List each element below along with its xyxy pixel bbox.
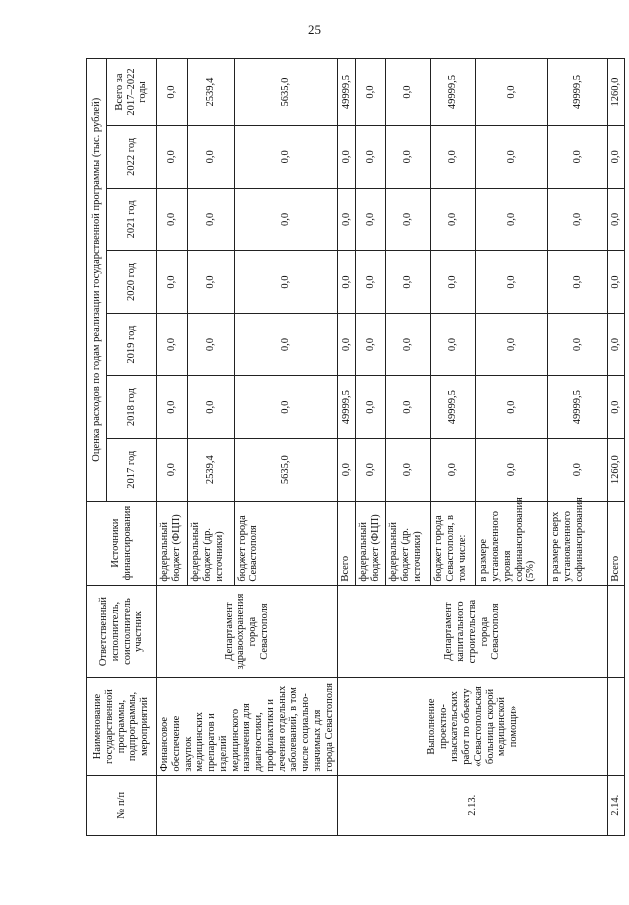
total-cell: 49999,5 xyxy=(548,59,608,126)
measure-name: Выполнение проектно-изыскательских работ по объекту «Севастопольская больница скорой медицинской помощи» xyxy=(338,678,608,775)
total-cell: 0,0 xyxy=(356,59,386,126)
value-cell: 0,0 xyxy=(608,126,625,189)
value-cell: 0,0 xyxy=(476,376,548,439)
value-cell: 0,0 xyxy=(431,313,476,376)
header-name: Наименование государственной программы, подпрограммы, мероприятий xyxy=(87,678,157,775)
value-cell: 0,0 xyxy=(431,188,476,251)
source-cell: федеральный бюджет (ФЦП) xyxy=(356,501,386,585)
value-cell: 0,0 xyxy=(338,313,356,376)
value-cell: 0,0 xyxy=(338,438,356,501)
measure-name: Финансовое обеспечение закупок медицинских препаратов и изделий медицинского назначения для диагностики, профилактики и лечения отдельных заболеваний, в том числе социально-значимых для города Севастополя xyxy=(157,678,338,775)
source-cell: федеральный бюджет (др. источники) xyxy=(188,501,235,585)
table-row xyxy=(608,59,625,836)
row-number-cell: 2.13. xyxy=(338,775,608,835)
value-cell: 0,0 xyxy=(548,126,608,189)
value-cell: 0,0 xyxy=(157,376,188,439)
header-sources: Источники финансирования xyxy=(87,501,157,585)
value-cell: 0,0 xyxy=(431,126,476,189)
value-cell: 0,0 xyxy=(386,438,431,501)
source-cell: федеральный бюджет (др. источники) xyxy=(386,501,431,585)
value-cell: 0,0 xyxy=(431,251,476,314)
total-cell: 49999,5 xyxy=(431,59,476,126)
total-cell: 49999,5 xyxy=(338,59,356,126)
value-cell: 1260,0 xyxy=(608,438,625,501)
executor-name xyxy=(608,585,625,678)
value-cell: 0,0 xyxy=(476,251,548,314)
value-cell: 0,0 xyxy=(356,376,386,439)
value-cell: 0,0 xyxy=(157,251,188,314)
table-row xyxy=(157,59,188,836)
source-cell: федеральный бюджет (ФЦП) xyxy=(157,501,188,585)
value-cell: 0,0 xyxy=(386,313,431,376)
value-cell: 0,0 xyxy=(188,313,235,376)
value-cell: 0,0 xyxy=(548,188,608,251)
measure-name xyxy=(608,678,625,775)
value-cell: 0,0 xyxy=(431,438,476,501)
value-cell: 0,0 xyxy=(338,126,356,189)
value-cell: 0,0 xyxy=(476,313,548,376)
header-year: 2022 год xyxy=(107,126,157,189)
source-cell: Всего xyxy=(338,501,356,585)
header-year: 2021 год xyxy=(107,188,157,251)
total-cell: 5635,0 xyxy=(234,59,338,126)
header-year: 2019 год xyxy=(107,313,157,376)
value-cell: 0,0 xyxy=(338,251,356,314)
value-cell: 49999,5 xyxy=(548,376,608,439)
value-cell: 0,0 xyxy=(188,126,235,189)
value-cell: 0,0 xyxy=(476,438,548,501)
header-executor: Ответственный исполнитель, соисполнитель участник xyxy=(87,585,157,678)
executor-name: Департамент капитального строительства города Севастополя xyxy=(338,585,608,678)
value-cell: 0,0 xyxy=(157,438,188,501)
value-cell: 0,0 xyxy=(548,438,608,501)
source-cell: в размере сверх установленного софинансирования xyxy=(548,501,608,585)
header-year: 2018 год xyxy=(107,376,157,439)
value-cell: 2539,4 xyxy=(188,438,235,501)
row-number-cell xyxy=(157,775,338,835)
row-number-cell: 2.14. xyxy=(608,775,625,835)
executor-name: Департамент здравоохранения города Севастополя xyxy=(157,585,338,678)
value-cell: 0,0 xyxy=(338,188,356,251)
value-cell: 0,0 xyxy=(234,188,338,251)
value-cell: 0,0 xyxy=(157,126,188,189)
value-cell: 0,0 xyxy=(548,251,608,314)
header-year: 2017 год xyxy=(107,438,157,501)
total-cell: 1260,0 xyxy=(608,59,625,126)
value-cell: 0,0 xyxy=(608,376,625,439)
total-cell: 0,0 xyxy=(476,59,548,126)
source-cell: Всего xyxy=(608,501,625,585)
value-cell: 0,0 xyxy=(234,251,338,314)
value-cell: 0,0 xyxy=(356,126,386,189)
value-cell: 0,0 xyxy=(608,251,625,314)
value-cell: 0,0 xyxy=(157,188,188,251)
total-cell: 0,0 xyxy=(386,59,431,126)
total-cell: 0,0 xyxy=(157,59,188,126)
value-cell: 0,0 xyxy=(608,188,625,251)
value-cell: 0,0 xyxy=(234,126,338,189)
value-cell: 0,0 xyxy=(608,313,625,376)
value-cell: 0,0 xyxy=(386,188,431,251)
value-cell: 0,0 xyxy=(476,188,548,251)
value-cell: 0,0 xyxy=(188,188,235,251)
header-total: Всего за 2017–2022 годы xyxy=(107,59,157,126)
value-cell: 0,0 xyxy=(356,438,386,501)
rotated-table-wrapper xyxy=(86,58,622,836)
value-cell: 0,0 xyxy=(386,251,431,314)
value-cell: 0,0 xyxy=(234,313,338,376)
budget-table xyxy=(86,58,625,836)
table-row xyxy=(338,59,356,836)
value-cell: 5635,0 xyxy=(234,438,338,501)
value-cell: 0,0 xyxy=(356,188,386,251)
total-cell: 2539,4 xyxy=(188,59,235,126)
value-cell: 0,0 xyxy=(234,376,338,439)
header-num: № п/п xyxy=(87,775,157,835)
value-cell: 0,0 xyxy=(356,251,386,314)
value-cell: 0,0 xyxy=(548,313,608,376)
value-cell: 0,0 xyxy=(188,376,235,439)
header-estimate: Оценка расходов по годам реализации государственной программы (тыс. рублей) xyxy=(87,59,107,502)
value-cell: 0,0 xyxy=(386,376,431,439)
source-cell: бюджет города Севастополя xyxy=(234,501,338,585)
source-cell: бюджет города Севастополя, в том числе: xyxy=(431,501,476,585)
value-cell: 0,0 xyxy=(188,251,235,314)
value-cell: 0,0 xyxy=(157,313,188,376)
source-cell: в размере установленного уровня софинансирования (5%) xyxy=(476,501,548,585)
value-cell: 49999,5 xyxy=(431,376,476,439)
value-cell: 0,0 xyxy=(356,313,386,376)
value-cell: 0,0 xyxy=(476,126,548,189)
value-cell: 0,0 xyxy=(386,126,431,189)
page-number: 25 xyxy=(308,22,321,37)
value-cell: 49999,5 xyxy=(338,376,356,439)
header-year: 2020 год xyxy=(107,251,157,314)
